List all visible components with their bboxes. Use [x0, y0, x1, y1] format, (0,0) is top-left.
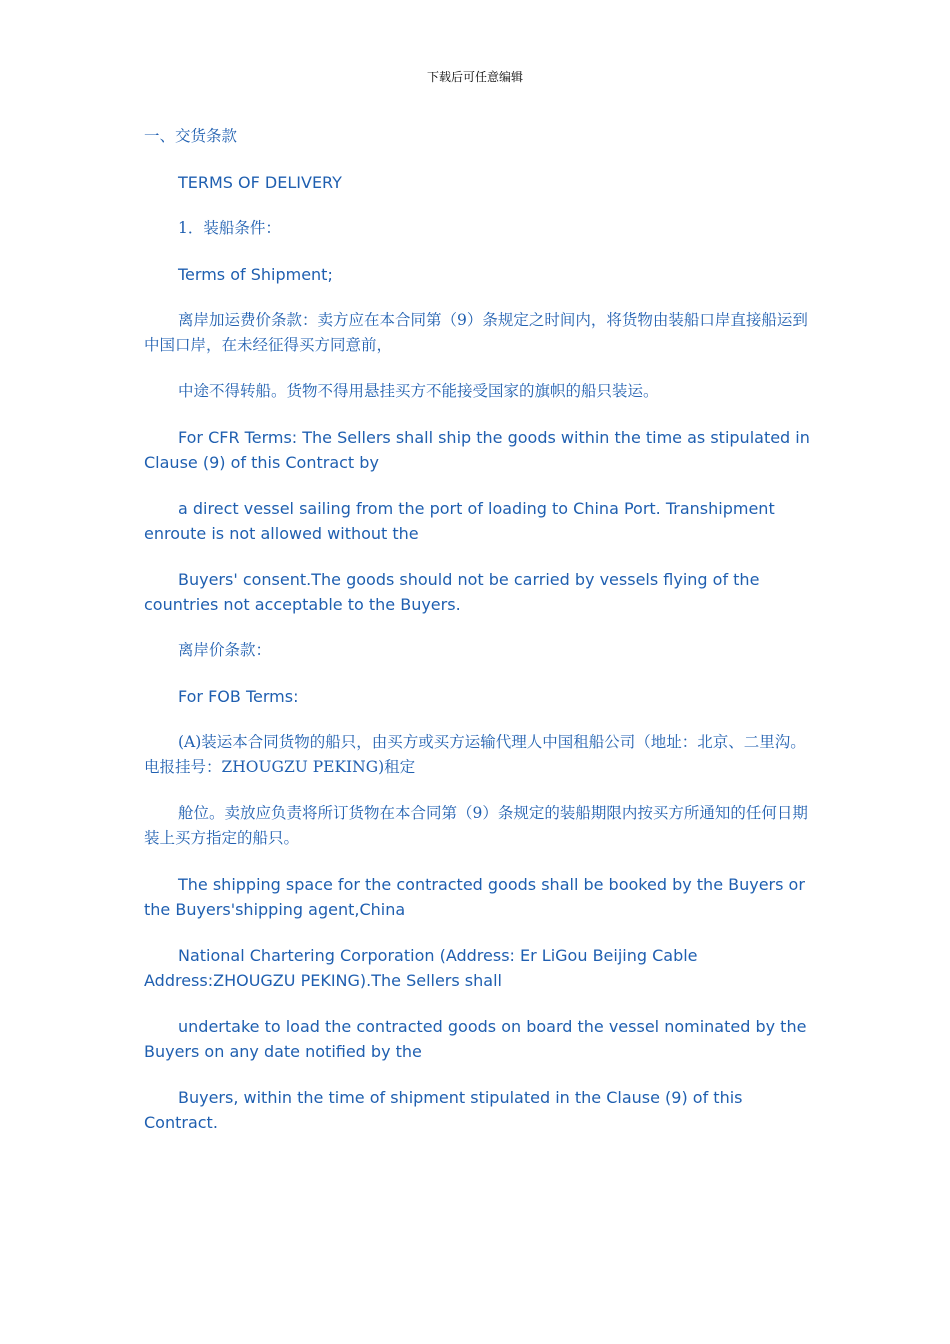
- paragraph-cfr-en-3: Buyers' consent.The goods should not be carried by vessels flying of the countries not acceptable to the Buyers.: [144, 570, 760, 614]
- paragraph-fob-en-1: The shipping space for the contracted goods shall be booked by the Buyers or the Buyers'shipping agent,China: [144, 875, 805, 919]
- section-heading-cn: 一、交货条款: [144, 127, 238, 145]
- paragraph-cfr-cn-1: 离岸加运费价条款：卖方应在本合同第（9）条规定之时间内，将货物由装船口岸直接船运到中国口岸，在未经征得买方同意前，: [144, 311, 808, 354]
- clause-title-cn: 1．装船条件：: [178, 219, 281, 237]
- paragraph-fob-en-2: National Chartering Corporation (Address: Er LiGou Beijing Cable Address:ZHOUGZU PEKING).The Sellers shall: [144, 946, 698, 990]
- section-heading-en: TERMS OF DELIVERY: [178, 173, 342, 192]
- paragraph-cfr-cn-2: 中途不得转船。货物不得用悬挂买方不能接受国家的旗帜的船只装运。: [178, 382, 659, 400]
- paragraph-fob-en-3: undertake to load the contracted goods on board the vessel nominated by the Buyers on any date notified by the: [144, 1017, 807, 1061]
- paragraph-fob-cn-1: (A)装运本合同货物的船只，由买方或买方运输代理人中国租船公司（地址：北京、二里沟。电报挂号：ZHOUGZU PEKING)租定: [144, 733, 806, 776]
- paragraph-cfr-en-1: For CFR Terms: The Sellers shall ship the goods within the time as stipulated in Clause (9) of this Contract by: [144, 428, 810, 472]
- fob-title-cn: 离岸价条款：: [178, 641, 272, 659]
- fob-title-en: For FOB Terms:: [178, 687, 299, 706]
- document-body: [144, 124, 810, 1156]
- paragraph-fob-cn-2: 舱位。卖放应负责将所订货物在本合同第（9）条规定的装船期限内按买方所通知的任何日期装上买方指定的船只。: [144, 804, 808, 847]
- clause-title-en: Terms of Shipment;: [178, 265, 333, 284]
- paragraph-fob-en-4: Buyers, within the time of shipment stipulated in the Clause (9) of this Contract.: [144, 1088, 743, 1132]
- header-note: 下载后可任意编辑: [426, 70, 523, 84]
- paragraph-cfr-en-2: a direct vessel sailing from the port of loading to China Port. Transhipment enroute is not allowed without the: [144, 499, 775, 543]
